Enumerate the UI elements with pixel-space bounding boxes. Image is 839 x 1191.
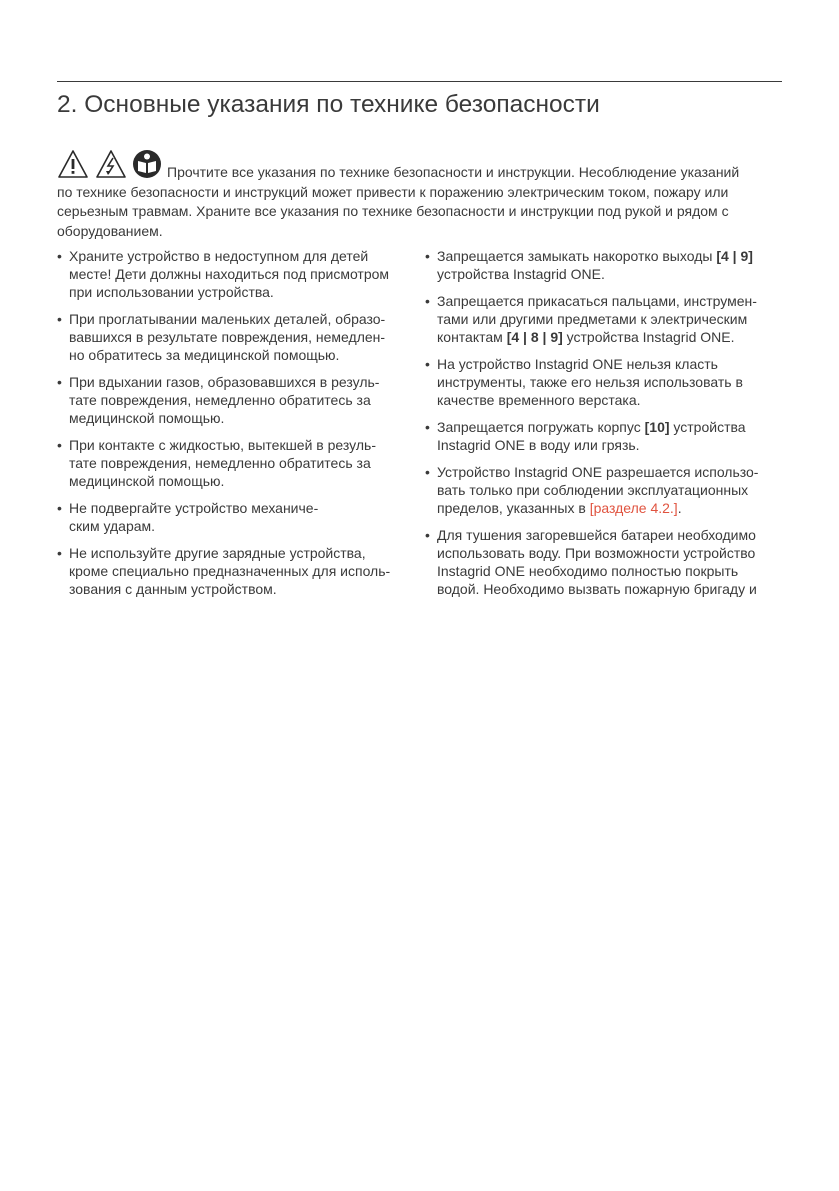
bullet: • [425, 527, 430, 543]
item-text: . [677, 500, 682, 516]
right-safety-list [425, 247, 785, 607]
item-line: На устройство Instagrid ONE нельзя класть [437, 356, 718, 372]
item-line: Запрещается прикасаться пальцами, инструмен- [437, 293, 757, 309]
item-line: зования с данным устройством. [69, 581, 277, 597]
intro-paragraph [57, 148, 785, 241]
item-line: устройства Instagrid ONE. [437, 266, 605, 282]
intro-line: оборудованием. [57, 222, 163, 239]
item-line: но обратитесь за медицинской помощью. [69, 347, 340, 363]
item-line: качестве временного верстака. [437, 392, 641, 408]
item-line: Устройство Instagrid ONE разрешается использо- [437, 464, 759, 480]
item-line: кроме специально предназначенных для исполь- [69, 563, 391, 579]
item-text: устройства Instagrid ONE. [562, 329, 735, 345]
list-item [57, 373, 417, 427]
list-item [425, 463, 785, 517]
list-item [57, 310, 417, 364]
bullet: • [57, 437, 62, 453]
header-rule [57, 81, 782, 82]
bullet: • [57, 311, 62, 327]
list-item [57, 544, 417, 598]
bullet: • [57, 248, 62, 264]
item-line: Для тушения загоревшейся батареи необходимо [437, 527, 756, 543]
bullet: • [57, 374, 62, 390]
item-text: контактам [437, 329, 507, 345]
item-text: Запрещается погружать корпус [437, 419, 645, 435]
section-heading: 2. Основные указания по технике безопасности [57, 91, 600, 118]
list-item [425, 247, 785, 283]
bullet: • [425, 356, 430, 372]
item-line [437, 418, 785, 436]
item-line: При проглатывании маленьких деталей, образо- [69, 311, 386, 327]
item-line: ским ударам. [69, 518, 156, 534]
item-line: медицинской помощью. [69, 410, 225, 426]
bullet: • [425, 419, 430, 435]
component-ref: [4 | 8 | 9] [506, 329, 563, 345]
item-text: Запрещается замыкать накоротко выходы [437, 248, 717, 264]
item-text: устройства [669, 419, 746, 435]
item-line: тате повреждения, немедленно обратитесь за [69, 455, 371, 471]
component-ref: [4 | 9] [716, 248, 753, 264]
item-line: Instagrid ONE в воду или грязь. [437, 437, 640, 453]
bullet: • [425, 464, 430, 480]
item-line: при использовании устройства. [69, 284, 274, 300]
list-item [57, 499, 417, 535]
list-item [425, 526, 785, 598]
item-line: вать только при соблюдении эксплуатационных [437, 482, 749, 498]
bullet: • [57, 500, 62, 516]
component-ref: [10] [644, 419, 670, 435]
item-line: При вдыхании газов, образовавшихся в резуль- [69, 374, 380, 390]
item-line: При контакте с жидкостью, вытекшей в резуль- [69, 437, 376, 453]
section-link[interactable]: [разделе 4.2.] [589, 500, 678, 516]
bullet: • [425, 248, 430, 264]
intro-line: по технике безопасности и инструкций может привести к поражению электрическим током, пожару или [57, 183, 729, 200]
list-item [57, 247, 417, 301]
intro-line: серьезным травмам. Храните все указания по технике безопасности и инструкции под рукой и рядом с [57, 203, 729, 219]
item-line: тами или другими предметами к электрическим [437, 311, 748, 327]
item-line: Instagrid ONE необходимо полностью покрыть [437, 563, 739, 579]
bullet: • [57, 545, 62, 561]
item-line: вавшихся в результате повреждения, немедлен- [69, 329, 386, 345]
item-line: водой. Необходимо вызвать пожарную бригаду и [437, 581, 757, 597]
list-item [425, 292, 785, 346]
item-line [437, 499, 785, 517]
item-line: использовать воду. При возможности устройство [437, 545, 756, 561]
intro-line: Прочтите все указания по технике безопасности и инструкции. Несоблюдение указаний [167, 164, 740, 180]
item-line: Не подвергайте устройство механиче- [69, 500, 319, 516]
left-safety-list [57, 247, 417, 607]
item-line [437, 328, 785, 346]
list-item [425, 418, 785, 454]
list-item [425, 355, 785, 409]
item-line: Храните устройство в недоступном для детей [69, 248, 369, 264]
item-line: Не используйте другие зарядные устройства, [69, 545, 366, 561]
bullet: • [425, 293, 430, 309]
item-line: инструменты, также его нельзя использовать в [437, 374, 743, 390]
item-text: пределов, указанных в [437, 500, 590, 516]
item-line: медицинской помощью. [69, 473, 225, 489]
item-line [437, 247, 785, 265]
item-line: месте! Дети должны находиться под присмотром [69, 266, 390, 282]
item-line: тате повреждения, немедленно обратитесь за [69, 392, 371, 408]
list-item [57, 436, 417, 490]
